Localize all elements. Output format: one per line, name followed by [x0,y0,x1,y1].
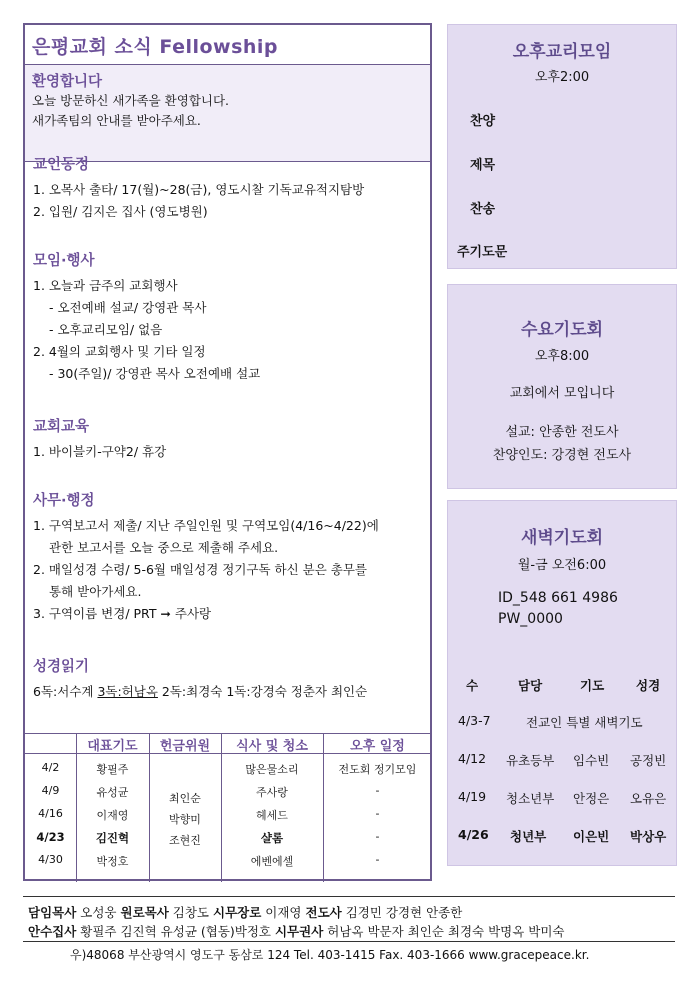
reading-heading: 성경읽기 [33,659,90,675]
wednesday-title: 수요기도회 [520,320,604,340]
education-section [33,415,428,463]
dawn-time: 월-금 오전6:00 [517,558,607,573]
newsletter-panel [23,23,432,881]
church-address: 우)48068 부산광역시 영도구 동삼로 124 Tel. 403-1415 Fax. 403-1666 www.gracepeace.kr. [70,948,590,962]
admin-section [33,489,428,625]
date-cell: 4/9 [41,784,60,797]
afternoon-cell: - [375,784,380,797]
dawn-header-bible: 성경 [636,678,661,693]
dawn-header-day: 수 [466,678,479,693]
label-lords-prayer: 주기도문 [457,245,508,260]
dawn-row-prayer: 임수빈 [573,753,610,768]
offering-cell: 조현진 [169,834,201,847]
label-hymn: 찬송 [470,202,496,217]
reading-section [33,655,428,703]
afternoon-cell: - [375,830,380,843]
dawn-title: 새벽기도회 [520,528,604,548]
dawn-row-team: 청년부 [510,829,547,844]
date-cell: 4/16 [38,807,63,820]
dawn-row-date: 4/12 [458,751,487,766]
header-afternoon: 오후 일정 [350,739,405,754]
reading-underlined: 3독:허남옥 [97,684,158,699]
header-prayer: 대표기도 [87,739,138,754]
members-item: 1. 오목사 출타/ 17(월)~28(금), 영도시찰 기독교유적지탐방 [33,182,365,197]
staff-names: 오성웅 [76,905,121,920]
staff-names: 허남옥 박문자 최인순 최경숙 박명옥 박미숙 [323,924,565,939]
dawn-row-bible: 박상우 [630,829,667,844]
dawn-row-bible: 공정빈 [630,753,667,768]
dawn-row-bible: 오유은 [630,791,667,806]
welcome-heading: 환영합니다 [32,74,103,90]
admin-item-cont: 통해 받아가세요. [49,584,142,599]
staff-role: 시무권사 [274,924,324,939]
schedule-table [25,733,430,881]
admin-item: 3. 구역이름 변경/ PRT ➞ 주사랑 [33,606,212,621]
afternoon-meeting-time: 오후2:00 [534,70,590,85]
afternoon-cell: - [375,853,380,866]
education-heading: 교회교육 [33,419,90,435]
admin-item: 2. 매일성경 수령/ 5-6월 매일성경 정기구독 하신 분은 총무를 [33,562,367,577]
prayer-cell: 박정호 [96,855,129,868]
welcome-line: 새가족팀의 안내를 받아주세요. [32,113,201,128]
admin-item: 1. 구역보고서 제출/ 지난 주일인원 및 구역모임(4/16~4/22)에 [33,518,379,533]
events-subitem: - 30(주일)/ 강영관 목사 오전예배 설교 [49,366,261,381]
prayer-cell: 이재영 [96,809,129,822]
offering-cell: 박향미 [169,813,201,826]
staff-line-1 [28,903,462,921]
staff-line-2 [28,922,565,940]
prayer-cell: 황필주 [96,763,129,776]
meal-cell: 주사랑 [256,786,288,799]
events-subitem: - 오전예배 설교/ 강영관 목사 [49,300,207,315]
label-hymn-praise: 찬양 [470,114,496,129]
staff-role: 안수집사 [28,924,77,939]
welcome-section [25,65,430,162]
staff-role: 시무장로 [213,905,262,920]
wednesday-prayer-box [447,284,677,489]
staff-role: 전도사 [305,905,342,920]
dawn-row-team: 유초등부 [506,753,555,768]
dawn-row-date: 4/19 [458,789,487,804]
page-title: 은평교회 소식 Fellowship [32,36,279,58]
welcome-line: 오늘 방문하신 새가족을 환영합니다. [32,93,230,108]
date-cell: 4/2 [41,761,60,774]
events-subitem: - 오후교리모임/ 없음 [49,322,163,337]
offering-cell: 최인순 [169,792,201,805]
date-cell: 4/30 [38,853,63,866]
dawn-row-date: 4/3-7 [458,713,491,728]
staff-names: 김창도 [168,905,213,920]
meal-cell: 많은물소리 [245,763,299,776]
meeting-password: PW_0000 [498,611,563,627]
meeting-id: ID_548 661 4986 [498,590,618,606]
meal-cell: 샬롬 [260,831,284,845]
members-section [33,153,428,223]
admin-item-cont: 관한 보고서를 오늘 중으로 제출해 주세요. [49,540,279,555]
dawn-header-prayer: 기도 [580,678,605,693]
members-heading: 교인동정 [33,157,90,173]
members-item: 2. 입원/ 김지은 집사 (영도병원) [33,204,208,219]
events-heading: 모임·행사 [33,253,95,269]
meal-cell: 헤세드 [256,809,288,822]
footer-mid-rule [23,941,675,942]
admin-heading: 사무·행정 [33,493,95,509]
dawn-prayer-box [447,500,677,866]
wednesday-worship: 찬양인도: 강경현 전도사 [492,448,632,463]
dawn-row-date: 4/26 [458,827,489,842]
header-meal: 식사 및 청소 [236,739,308,754]
dawn-row-team: 청소년부 [506,791,555,806]
prayer-cell: 유성균 [96,786,129,799]
afternoon-cell: 전도회 정기모임 [338,763,417,776]
label-subject: 제목 [470,158,496,173]
wednesday-sermon: 설교: 안종한 전도사 [505,425,619,440]
afternoon-meeting-title: 오후교리모임 [512,42,612,62]
header-offering: 헌금위원 [159,739,211,754]
events-section [33,249,428,385]
dawn-header-team: 담당 [518,678,543,693]
reading-line [33,681,428,703]
staff-role: 담임목사 [28,905,77,920]
footer-top-rule [23,896,675,897]
wednesday-time: 오후8:00 [534,349,590,364]
staff-role: 원로목사 [120,905,169,920]
events-item: 1. 오늘과 금주의 교회행사 [33,278,178,293]
afternoon-cell: - [375,807,380,820]
events-item: 2. 4월의 교회행사 및 기타 일정 [33,344,206,359]
title-bar [25,25,430,65]
reading-post: 2독:최경숙 1독:강경숙 정춘자 최인순 [157,684,368,699]
dawn-row-prayer: 안정은 [573,791,610,806]
wednesday-place: 교회에서 모입니다 [509,386,615,401]
meal-cell: 에벤에셀 [250,855,294,868]
education-item: 1. 바이블키-구약2/ 휴강 [33,444,167,459]
reading-pre: 6독:서수계 [33,684,98,699]
staff-names: 이재영 [261,905,306,920]
date-cell: 4/23 [36,830,65,844]
col-divider [149,734,150,882]
staff-names: 황필주 김진혁 유성균 (협동)박정호 [76,924,275,939]
prayer-cell: 김진혁 [95,831,130,845]
dawn-row-span: 전교인 특별 새벽기도 [526,715,643,730]
dawn-row-prayer: 이은빈 [573,829,610,844]
staff-names: 김경민 강경현 안종한 [341,905,463,920]
afternoon-meeting-box [447,24,677,269]
